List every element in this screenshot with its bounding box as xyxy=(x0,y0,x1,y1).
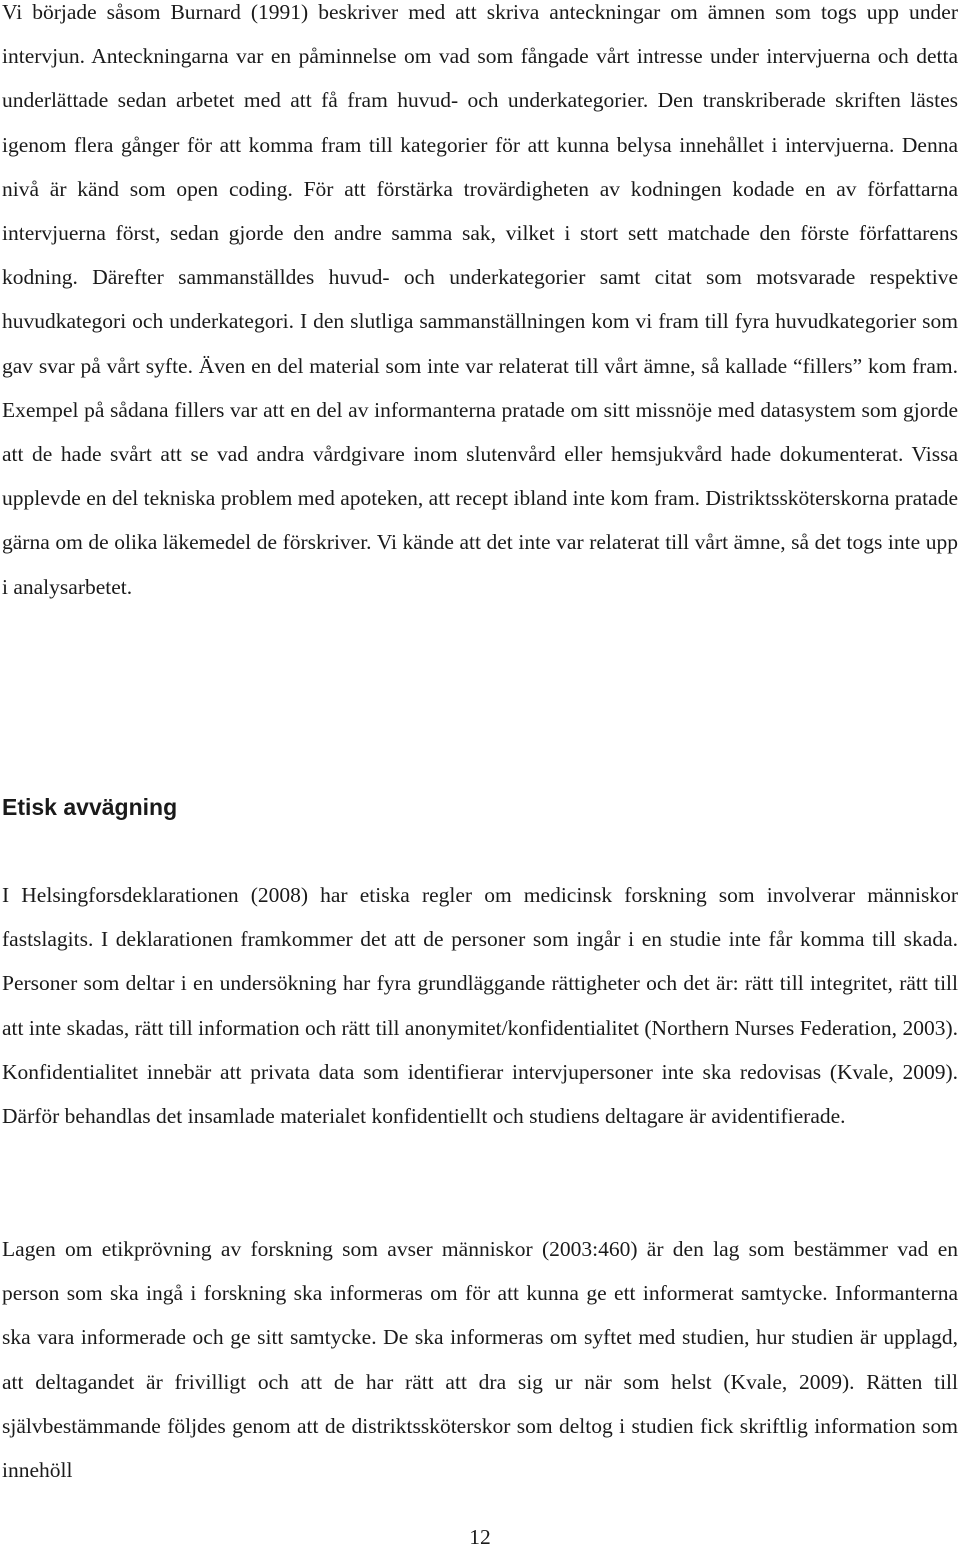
page-number: 12 xyxy=(469,1525,491,1549)
body-paragraph-ethics-law: Lagen om etikprövning av forskning som avser människor (2003:460) är den lag som bestämmer vad en person som ska ingå i forskning ska informeras om för att kunna ge ett informerat samtycke. Informanterna ska vara informerade och ge sitt samtycke. De ska informeras om syftet med studien, hur studien är upplagd, att deltagandet är frivilligt och att de har rätt att dra sig ur när som helst (Kvale, 2009). Rätten till självbestämmande följdes genom att de distriktssköterskor som deltog i studien fick skriftlig information som innehöll xyxy=(2,1237,958,1483)
body-paragraph-helsinki-declaration: I Helsingforsdeklarationen (2008) har etiska regler om medicinsk forskning som involverar människor fastslagits. I deklarationen framkommer det att de personer som ingår i en studie inte får komma till skada. Personer som deltar i en undersökning har fyra grundläggande rättigheter och det är: rätt till integritet, rätt till att inte skadas, rätt till information och rätt till anonymitet/konfidentialitet (Northern Nurses Federation, 2003). Konfidentialitet innebär att privata data som identifierar intervjupersoner inte ska redovisas (Kvale, 2009). Därför behandlas det insamlade materialet konfidentiellt och studiens deltagare är avidentifierade. xyxy=(2,883,958,1129)
body-paragraph-coding-method: Vi började såsom Burnard (1991) beskriver med att skriva anteckningar om ämnen som togs upp under intervjun. Anteckningarna var en påminnelse om vad som fångade vårt intresse under intervjuerna och detta underlättade sedan arbetet med att få fram huvud- och underkategorier. Den transkriberade skriften lästes igenom flera gånger för att komma fram till kategorier för att kunna belysa innehållet i intervjuerna. Denna nivå är känd som open coding. För att förstärka trovärdigheten av kodningen kodade en av författarna intervjuerna först, sedan gjorde den andre samma sak, vilket i stort sett matchade den förste författarens kodning. Därefter sammanställdes huvud- och underkategorier samt citat som motsvarade respektive huvudkategori och underkategori. I den slutliga sammanställningen kom vi fram till fyra huvudkategorier som gav svar på vårt syfte. Även en del material som inte var relaterat till vårt ämne, så kallade “fillers” kom fram. Exempel på sådana fillers var att en del av informanterna pratade om sitt missnöje med datasystem som gjorde att de hade svårt att se vad andra vårdgivare inom slutenvård eller hemsjukvård hade dokumenterat. Vissa upplevde en del tekniska problem med apoteken, att recept ibland inte kom fram. Distriktssköterskorna pratade gärna om de olika läkemedel de förskriver. Vi kände att det inte var relaterat till vårt ämne, så det togs inte upp i analysarbetet. xyxy=(2,0,958,599)
section-heading-ethics: Etisk avvägning xyxy=(2,794,178,820)
